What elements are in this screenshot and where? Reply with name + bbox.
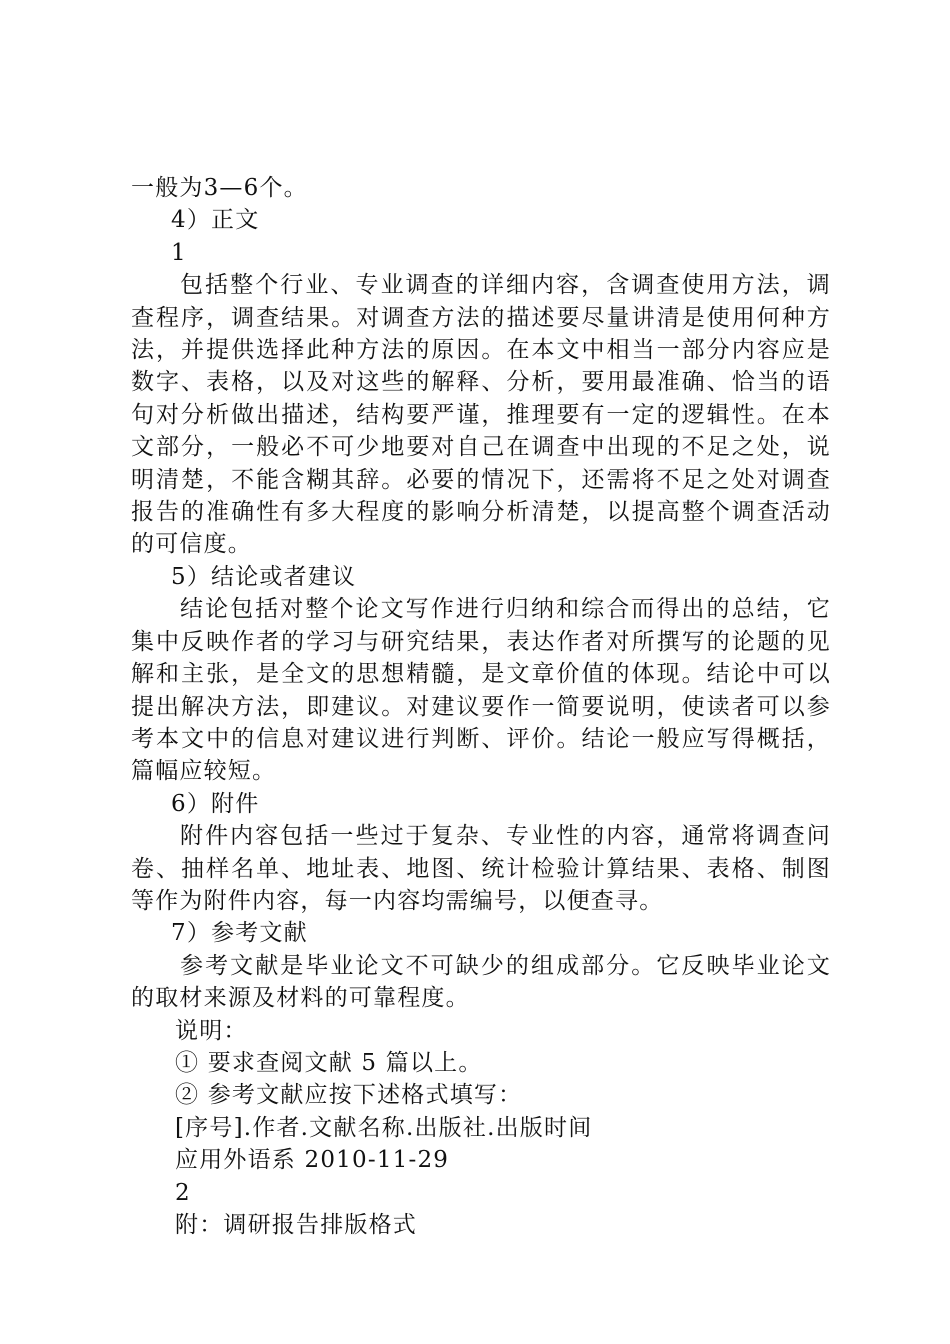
attachment-title: 附：调研报告排版格式 <box>175 1212 417 1238</box>
page-number: 1 <box>171 239 187 266</box>
paragraph-appendix: 附件内容包括一些过于复杂、专业性的内容，通常将调查问卷、抽样名单、地址表、地图、统计检验计算结果、表格、制图等作为附件内容，每一内容均需编号，以便查寻。 <box>131 823 831 914</box>
section-heading-references: 7）参考文献 <box>171 920 308 947</box>
document-body <box>131 172 831 1241</box>
paragraph-references: 参考文献是毕业论文不可缺少的组成部分。它反映毕业论文的取材来源及材料的可靠程度。 <box>131 952 831 1012</box>
paragraph-conclusion: 结论包括对整个论文写作进行归纳和综合而得出的总结，它集中反映作者的学习与研究结果，表达作者对所撰写的论题的见解和主张，是全文的思想精髓，是文章价值的体现。结论中可以提出解决方法，即建议。对建议要作一简要说明，使读者可以参考本文中的信息对建议进行判断、评价。结论一般应写得概括，篇幅应较短。 <box>131 596 831 785</box>
note-label: 说明： <box>175 1017 248 1044</box>
section-heading-conclusion: 5）结论或者建议 <box>171 563 357 590</box>
note-item-1: ① 要求查阅文献 5 篇以上。 <box>175 1049 483 1076</box>
reference-format: [序号].作者.文献名称.出版社.出版时间 <box>175 1114 593 1141</box>
department-date: 应用外语系 2010-11-29 <box>175 1147 450 1174</box>
text-line: 一般为3—6个。 <box>131 175 308 201</box>
section-heading-body: 4）正文 <box>171 207 260 234</box>
page-number: 2 <box>175 1179 191 1206</box>
section-heading-appendix: 6）附件 <box>171 790 260 817</box>
note-item-2: ② 参考文献应按下述格式填写： <box>175 1082 523 1109</box>
paragraph-body: 包括整个行业、专业调查的详细内容，含调查使用方法，调查程序，调查结果。对调查方法的描述要尽量讲清是使用何种方法，并提供选择此种方法的原因。在本文中相当一部分内容应是数字、表格，以及对这些的解释、分析，要用最准确、恰当的语句对分析做出描述，结构要严谨，推理要有一定的逻辑性。在本文部分，一般必不可少地要对自己在调查中出现的不足之处，说明清楚，不能含糊其辞。必要的情况下，还需将不足之处对调查报告的准确性有多大程度的影响分析清楚，以提高整个调查活动的可信度。 <box>131 272 831 558</box>
